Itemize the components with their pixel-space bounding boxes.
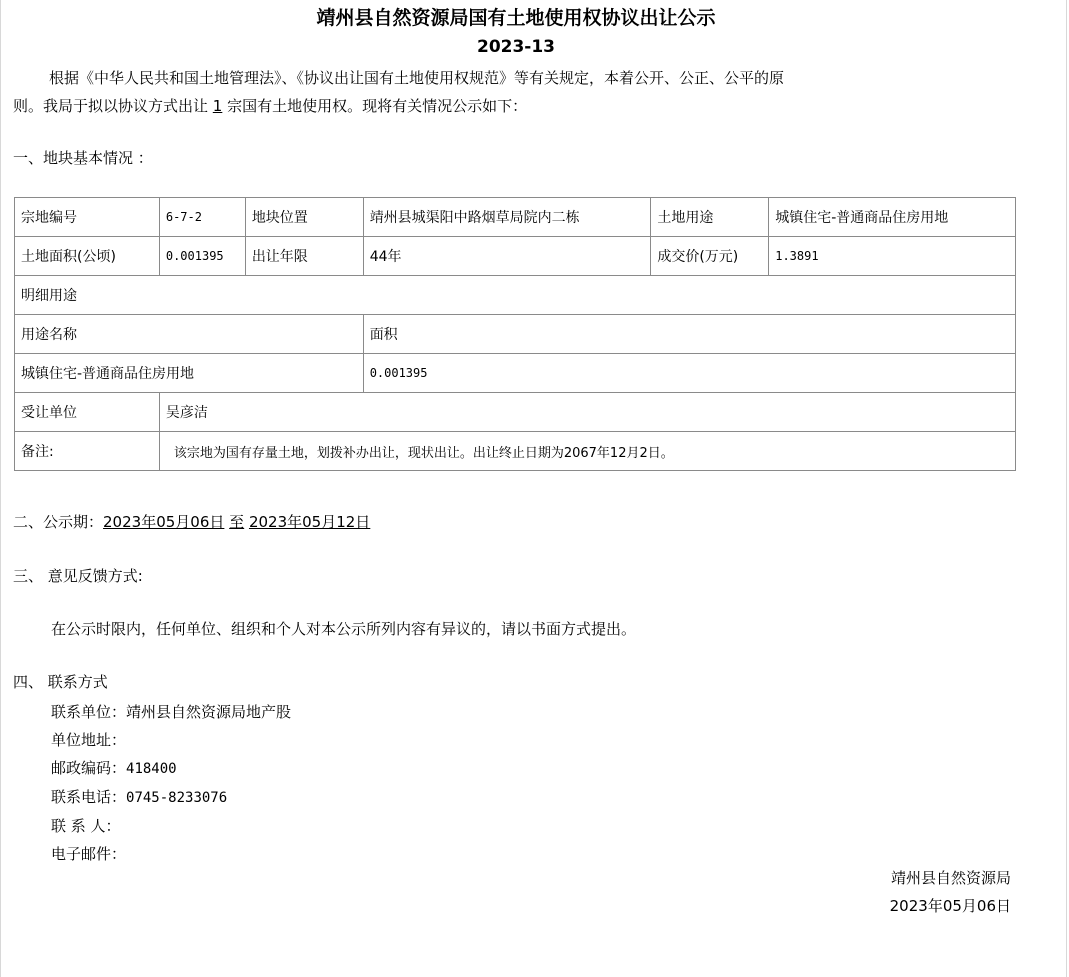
- table-row: [15, 354, 1016, 393]
- term-label: 出让年限: [245, 237, 363, 276]
- phone-label: 联系电话：: [51, 788, 127, 806]
- parcel-code-value: 6-7-2: [159, 198, 245, 237]
- table-row: [15, 432, 1016, 471]
- detail-use-area-header: 面积: [363, 315, 1015, 354]
- table-row: [15, 393, 1016, 432]
- intro-text-1: 根据《中华人民共和国土地管理法》、《协议出让国有土地使用权规范》等有关规定，本着公开、公正、公平的原: [49, 69, 785, 87]
- signature-date: 2023年05月06日: [889, 897, 1011, 915]
- intro-text-3: 宗国有土地使用权。现将有关情况公示如下：: [222, 97, 528, 115]
- land-use-label: 土地用途: [651, 198, 769, 237]
- table-row: [15, 198, 1016, 237]
- contact-block: [51, 698, 291, 868]
- contact-person-label: 联 系 人：: [51, 817, 121, 835]
- postcode-label: 邮政编码：: [51, 759, 127, 777]
- detail-use-label: 明细用途: [15, 276, 1016, 315]
- section4-heading: 四、 联系方式: [13, 673, 108, 691]
- price-value: 1.3891: [769, 237, 1016, 276]
- price-label: 成交价(万元): [651, 237, 769, 276]
- parcel-count: 1: [212, 97, 223, 115]
- term-value: 44年: [363, 237, 651, 276]
- table-row: [15, 276, 1016, 315]
- publicity-to: 至: [229, 513, 245, 531]
- land-use-value: 城镇住宅-普通商品住房用地: [769, 198, 1016, 237]
- address-label: 单位地址：: [51, 731, 127, 749]
- section3-heading: 三、 意见反馈方式:: [13, 567, 143, 585]
- parcel-code-label: 宗地编号: [15, 198, 160, 237]
- email-label: 电子邮件：: [51, 845, 127, 863]
- notice-number: 2023-13: [476, 37, 556, 57]
- contact-unit-value: 靖州县自然资源局地产股: [126, 703, 292, 721]
- parcel-location-value: 靖州县城渠阳中路烟草局院内二栋: [363, 198, 651, 237]
- detail-use-name-header: 用途名称: [15, 315, 364, 354]
- page-title: 靖州县自然资源局国有土地使用权协议出让公示: [316, 7, 716, 29]
- land-area-value: 0.001395: [159, 237, 245, 276]
- assignee-value: 吴彦洁: [159, 393, 1015, 432]
- table-row: [15, 237, 1016, 276]
- detail-use-area: 0.001395: [363, 354, 1015, 393]
- remark-value: 该宗地为国有存量土地，划拨补办出让，现状出让。出让终止日期为2067年12月2日。: [159, 432, 1015, 471]
- postcode-value: 418400: [126, 761, 177, 777]
- intro-paragraph: [13, 64, 1003, 120]
- phone-value: 0745-8233076: [126, 790, 228, 806]
- publicity-start-date: 2023年05月06日: [103, 513, 225, 531]
- parcel-location-label: 地块位置: [245, 198, 363, 237]
- land-area-label: 土地面积(公顷): [15, 237, 160, 276]
- publicity-label: 二、公示期：: [13, 513, 104, 531]
- remark-label: 备注:: [15, 432, 160, 471]
- intro-text-2: 则。我局于拟以协议方式出让: [13, 97, 213, 115]
- contact-unit-label: 联系单位：: [51, 703, 127, 721]
- section3-text: 在公示时限内，任何单位、组织和个人对本公示所列内容有异议的，请以书面方式提出。: [51, 620, 637, 638]
- section1-heading: 一、地块基本情况 ：: [13, 149, 153, 167]
- detail-use-name: 城镇住宅-普通商品住房用地: [15, 354, 364, 393]
- signature-org: 靖州县自然资源局: [890, 869, 1011, 887]
- assignee-label: 受让单位: [15, 393, 160, 432]
- publicity-end-date: 2023年05月12日: [248, 513, 371, 531]
- parcel-info-table: [14, 197, 1016, 471]
- section2-publicity-period: [13, 512, 370, 532]
- table-row: [15, 315, 1016, 354]
